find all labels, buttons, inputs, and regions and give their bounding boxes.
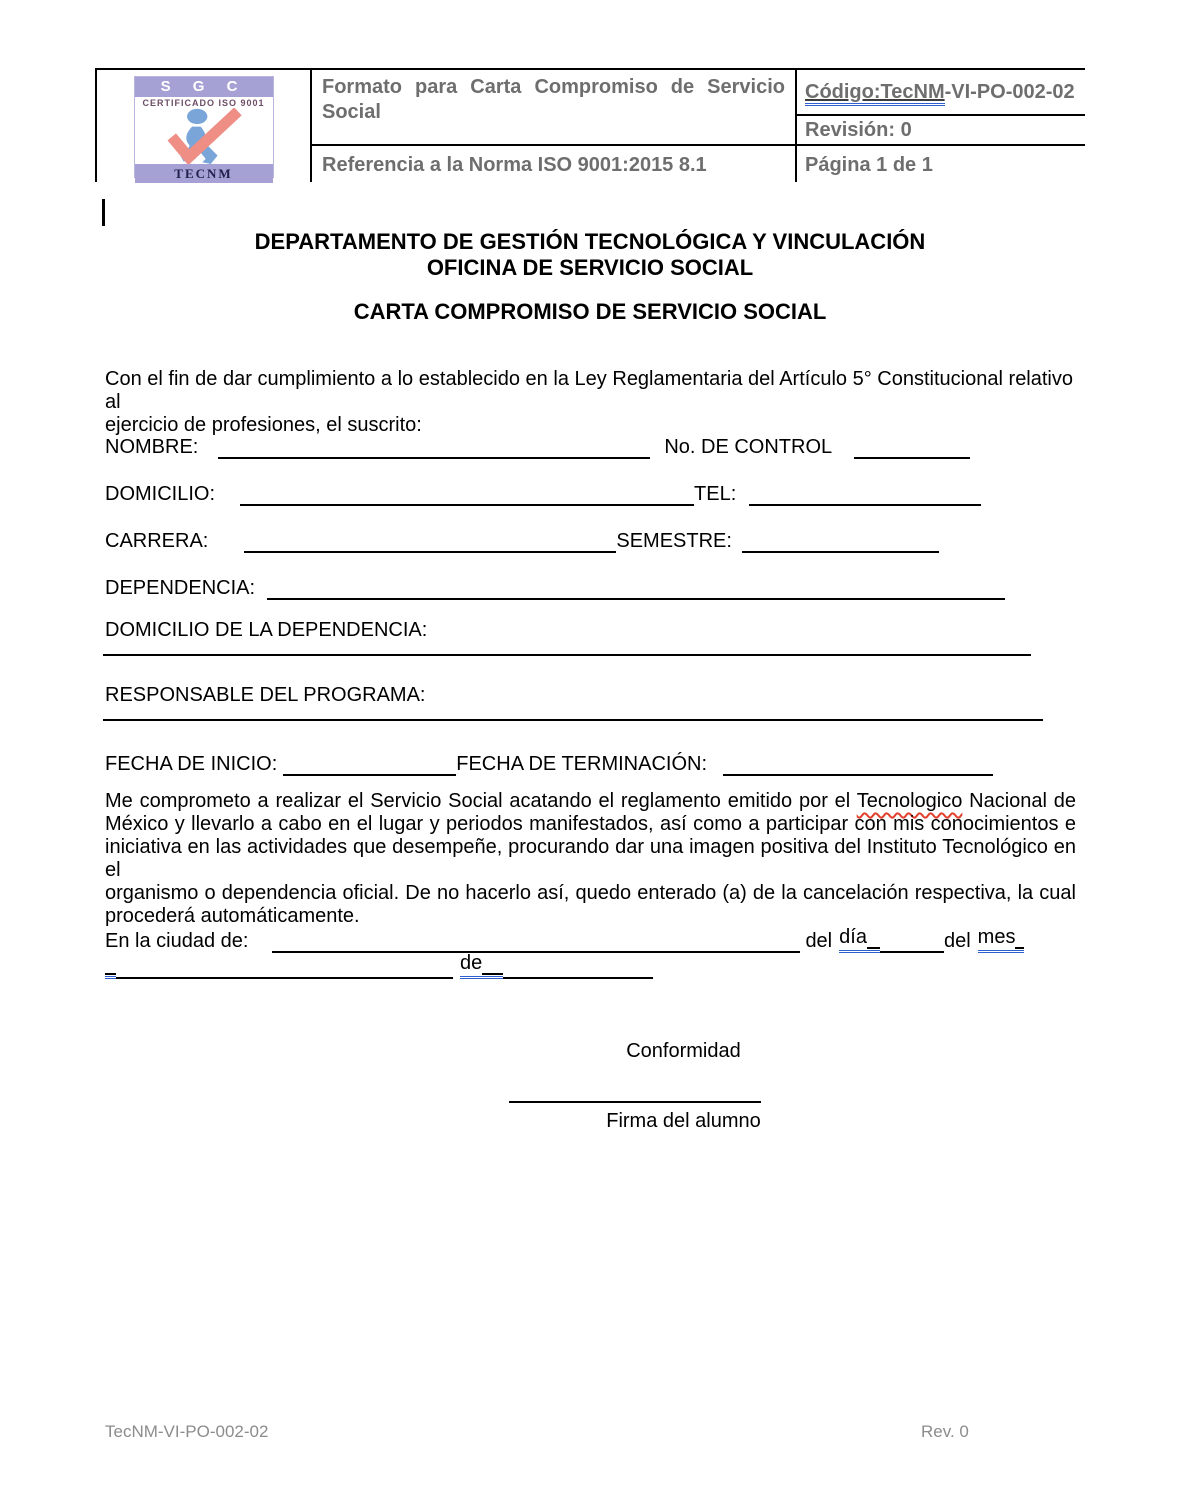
sgc-logo <box>134 76 274 181</box>
fecha-inicio-field-line[interactable] <box>283 754 456 776</box>
nombre-label: NOMBRE: <box>105 436 199 458</box>
commitment-line1-after: Nacional de <box>969 790 1077 812</box>
sgc-logo-title: S G C <box>135 77 273 97</box>
de-word: de <box>460 952 483 974</box>
commitment-line5: procederá automáticamente. <box>105 905 360 927</box>
tel-label: TEL: <box>694 483 737 505</box>
ciudad-field-line[interactable] <box>272 931 800 953</box>
document-code-rest: -VI-PO-002-02 <box>944 80 1075 103</box>
department-title-line2: OFICINA DE SERVICIO SOCIAL <box>426 255 754 280</box>
dia-field-line[interactable] <box>867 927 880 949</box>
commitment-line2: México y llevarlo a cabo en el lugar y periodos manifestados, así como a participar con mis conocimientos e <box>105 813 1076 835</box>
tel-field-line[interactable] <box>749 484 981 506</box>
dia-number-field-line[interactable] <box>880 931 944 953</box>
mes-field-line[interactable] <box>1015 927 1024 949</box>
carrera-label: CARRERA: <box>105 530 209 552</box>
semestre-label: SEMESTRE: <box>616 530 732 552</box>
footer-revision: Rev. 0 <box>921 1422 969 1441</box>
fecha-row <box>105 749 1078 776</box>
responsable-label: RESPONSABLE DEL PROGRAMA: <box>105 684 426 706</box>
dia-grammar-underline <box>839 926 880 953</box>
signature-line[interactable] <box>509 1101 761 1103</box>
sgc-certificado-label: CERTIFICADO ISO 9001 <box>142 98 265 108</box>
text-cursor <box>102 199 105 226</box>
commitment-line3: iniciativa en las actividades que desempeñe, procurando dar una imagen positiva del Instituto Tecnológico en el <box>105 836 1076 881</box>
document-code-link[interactable]: Código:TecNM <box>805 81 945 106</box>
document-code <box>805 81 1075 104</box>
dia-word: día <box>839 926 867 948</box>
conformidad-label: Conformidad <box>626 1040 741 1062</box>
intro-line1: Con el fin de dar cumplimiento a lo establecido en la Ley Reglamentaria del Artículo 5° Constitucional relativo al <box>105 368 1073 413</box>
check-person-icon <box>161 108 247 164</box>
header-code-cell <box>797 70 1085 114</box>
small-field-line[interactable] <box>105 953 116 975</box>
de-field-line[interactable] <box>482 953 503 975</box>
mes-name-field-line[interactable] <box>116 957 453 979</box>
domicilio-field-line[interactable] <box>240 484 694 506</box>
commitment-paragraph <box>105 790 1076 928</box>
domicilio-dependencia-field-line[interactable] <box>103 652 1031 656</box>
footer-document-code: TecNM-VI-PO-002-02 <box>105 1422 269 1441</box>
del-dia-text: del <box>805 930 833 952</box>
city-date-row2 <box>105 952 1078 979</box>
semestre-field-line[interactable] <box>742 531 939 553</box>
domicilio-label: DOMICILIO: <box>105 483 216 505</box>
header-table <box>95 68 1085 182</box>
dependencia-label: DEPENDENCIA: <box>105 577 256 599</box>
nombre-field-line[interactable] <box>218 437 650 459</box>
nombre-row <box>105 432 1078 459</box>
fecha-terminacion-field-line[interactable] <box>723 754 993 776</box>
header-logo-cell <box>97 70 310 184</box>
dependencia-field-line[interactable] <box>267 578 1005 600</box>
page-title: CARTA COMPROMISO DE SERVICIO SOCIAL <box>353 299 827 324</box>
sgc-figure-icon <box>135 108 273 164</box>
intro-paragraph <box>105 368 1073 437</box>
fecha-terminacion-label: FECHA DE TERMINACIÓN: <box>456 753 708 775</box>
format-title: Formato para Carta Compromiso de Servicio Social <box>322 76 785 123</box>
header-revision-cell <box>797 116 1085 144</box>
revision-label: Revisión: 0 <box>805 118 912 141</box>
header-reference-cell <box>312 146 795 184</box>
de-grammar-underline <box>460 952 503 979</box>
ciudad-label: En la ciudad de: <box>105 930 249 952</box>
carrera-field-line[interactable] <box>244 531 616 553</box>
no-control-field-line[interactable] <box>854 437 970 459</box>
del-mes-text: del <box>943 930 971 952</box>
header-page-cell <box>797 146 1085 184</box>
mes-word: mes <box>977 926 1016 948</box>
anio-field-line[interactable] <box>503 957 653 979</box>
domicilio-row <box>105 479 1078 506</box>
department-title-line1: DEPARTAMENTO DE GESTIÓN TECNOLÓGICA Y VINCULACIÓN <box>254 229 926 254</box>
iso-reference-label: Referencia a la Norma ISO 9001:2015 8.1 <box>322 153 707 176</box>
commitment-line4: organismo o dependencia oficial. De no hacerlo así, quedo enterado (a) de la cancelación respectiva, la cual <box>105 882 1076 904</box>
sgc-tecnm-label: TECNM <box>135 164 273 183</box>
page-number-label: Página 1 de 1 <box>805 153 933 176</box>
mes-grammar-underline <box>978 926 1025 953</box>
domicilio-dependencia-label: DOMICILIO DE LA DEPENDENCIA: <box>105 619 428 641</box>
firma-alumno-label: Firma del alumno <box>606 1110 761 1132</box>
fecha-inicio-label: FECHA DE INICIO: <box>105 753 278 775</box>
underscore-grammar-underline <box>105 953 116 979</box>
dependencia-row <box>105 573 1078 600</box>
carrera-row <box>105 526 1078 553</box>
responsable-field-line[interactable] <box>103 717 1043 721</box>
misspelled-word: Tecnologico <box>856 790 963 812</box>
commitment-line1 <box>105 790 1076 813</box>
city-date-row1 <box>105 926 1078 953</box>
intro-line2: ejercicio de profesiones, el suscrito: <box>105 414 422 436</box>
header-format-title-cell <box>312 70 795 144</box>
commitment-line1-before: Me comprometo a realizar el Servicio Social acatando el reglamento emitido por el <box>105 790 851 812</box>
no-control-label: No. DE CONTROL <box>664 436 833 458</box>
